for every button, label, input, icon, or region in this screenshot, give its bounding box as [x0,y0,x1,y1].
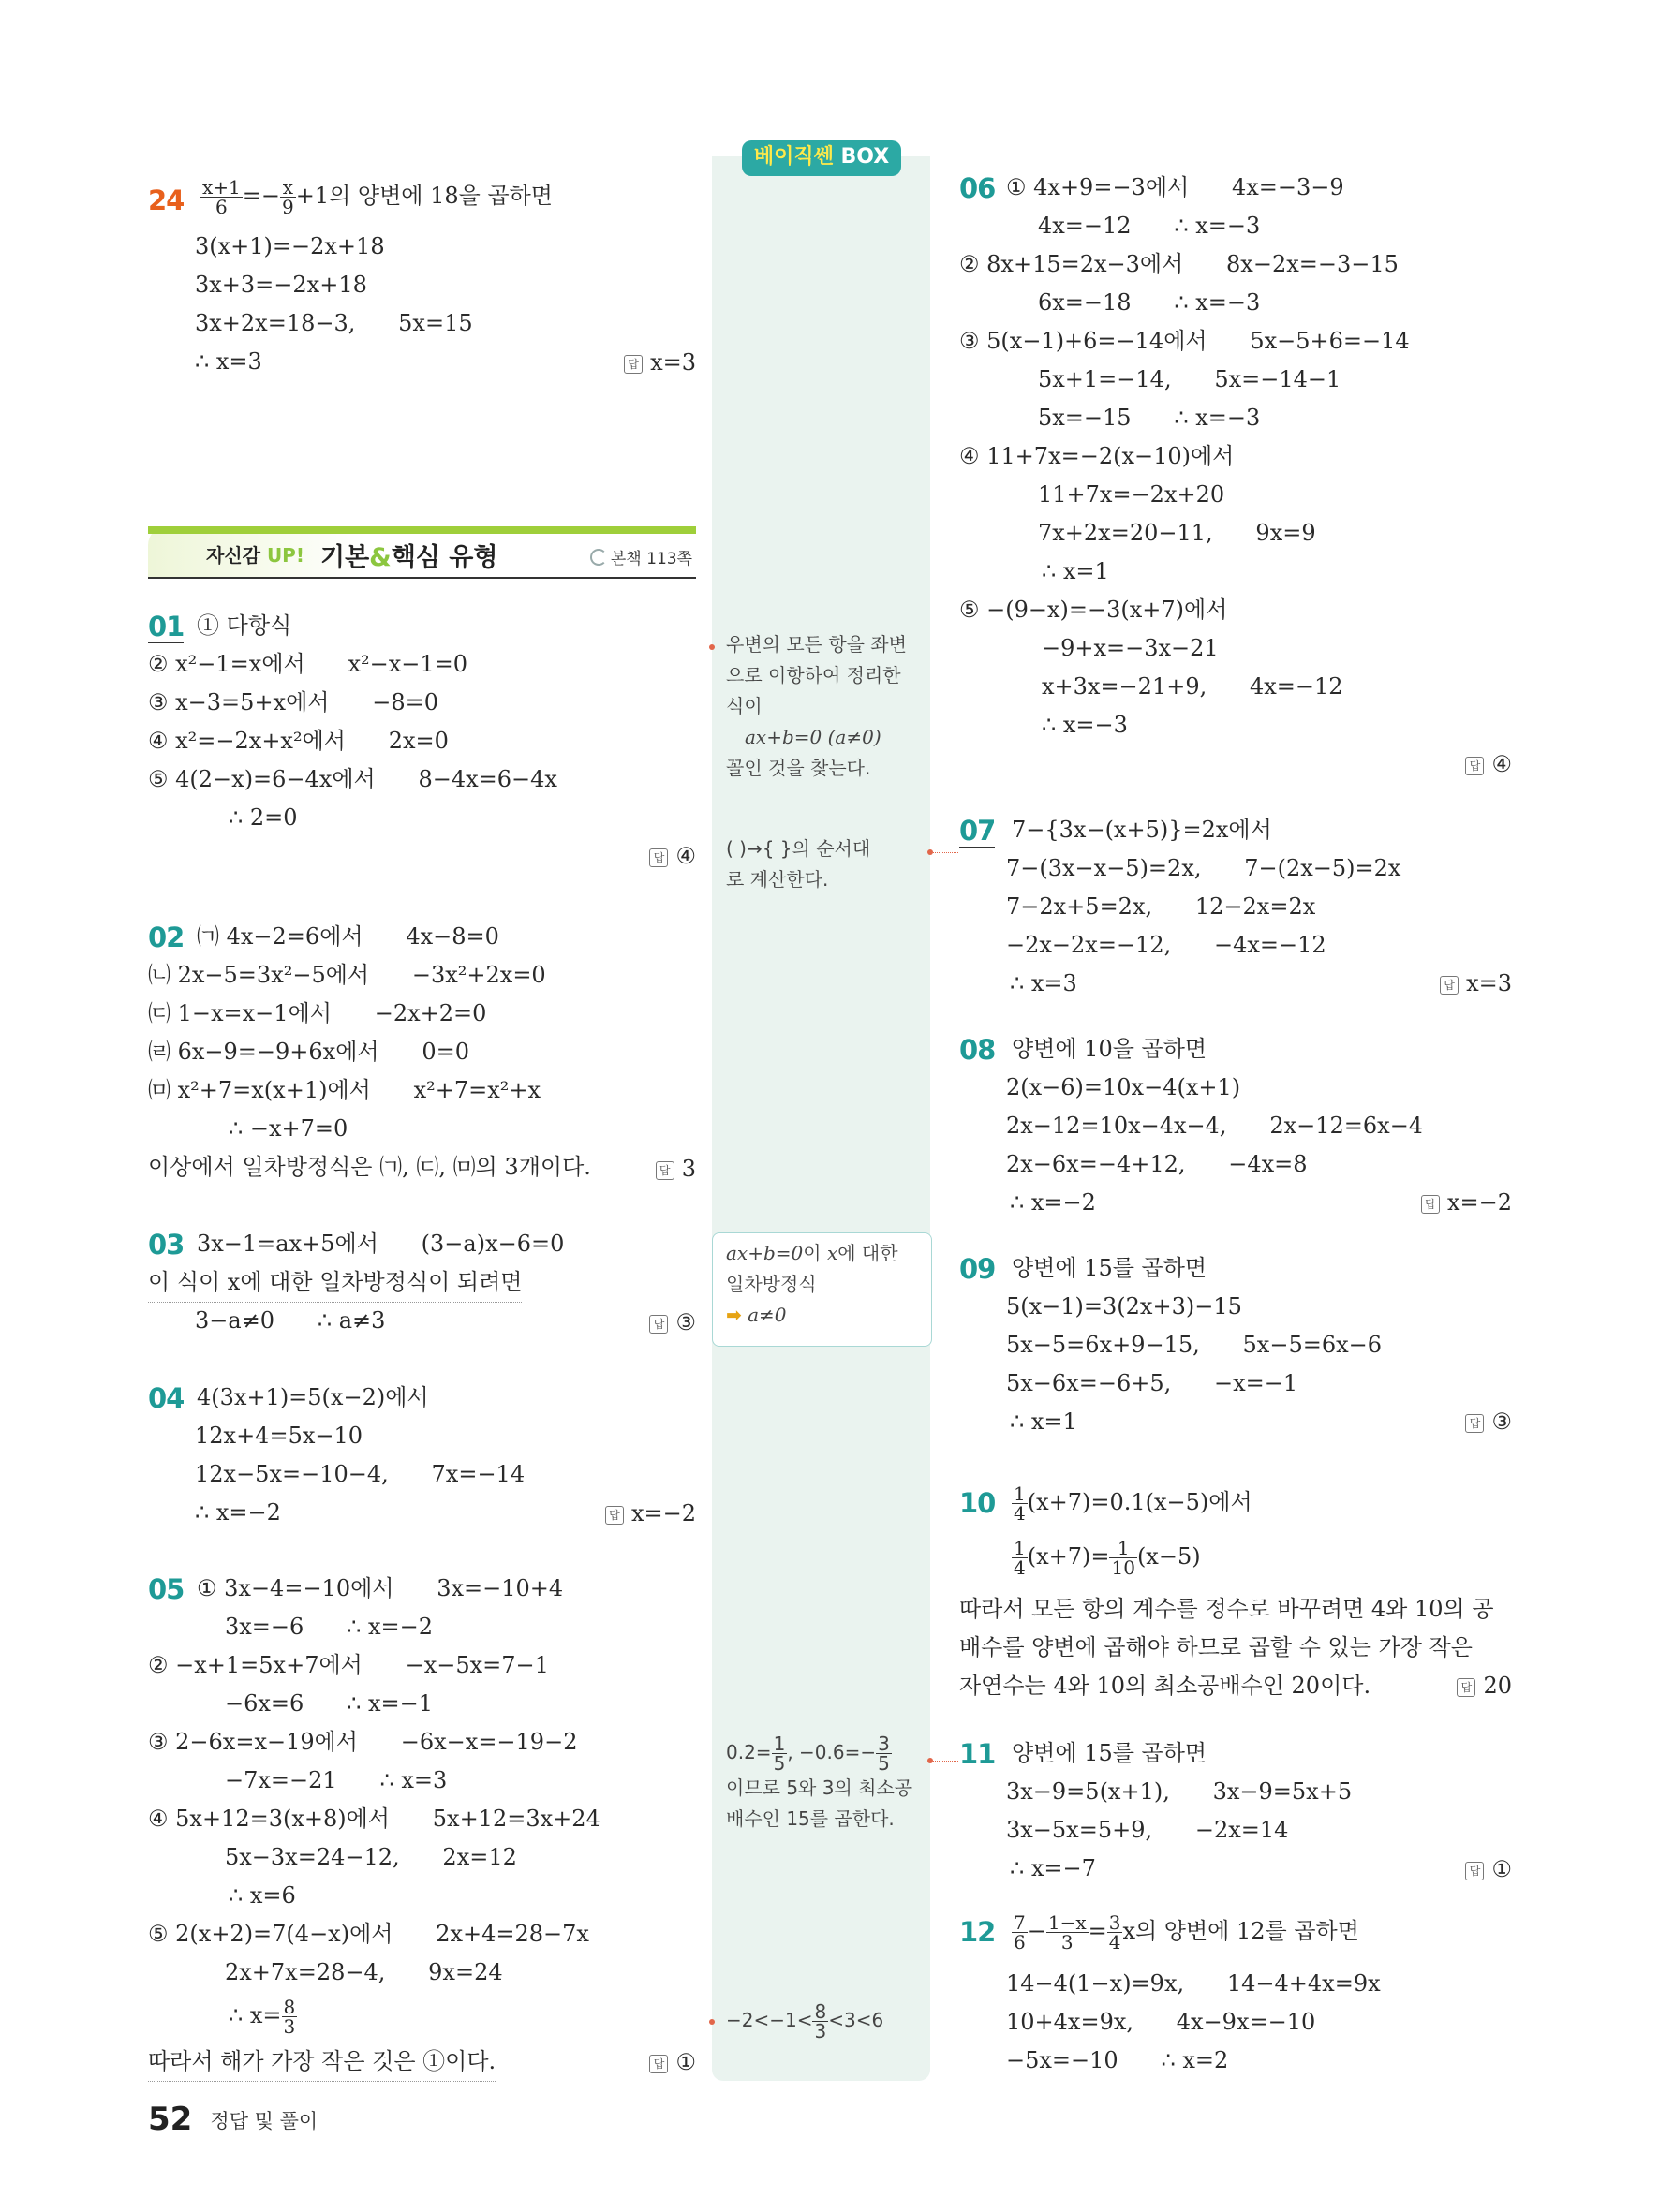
solution-line: 10+4x=9x, 4x−9x=−10 [1006,2009,1316,2035]
basic-box-tab: 베이직쎈 BOX [742,140,901,176]
solution-line: 7x+2x=20−11, 9x=9 [1038,520,1316,546]
solution-line: 6x=−18 ∴ x=−3 [1038,289,1261,316]
answer-mark-icon: 답 [1465,1862,1484,1880]
solution-line: 3(x+1)=−2x+18 [195,233,385,259]
basic-box-header [712,140,930,180]
section-reference: 본책 113쪽 [590,545,692,568]
solution-line: ④ x²=−2x+x²에서 2x=0 [148,728,449,754]
solution-line: ∴ x=3 [195,348,262,375]
solution-line: ∴ x=3 [1010,970,1077,996]
problem-number: 08 [959,1034,996,1066]
answer: 답 ① [649,2049,696,2075]
solution-line: 5x=−15 ∴ x=−3 [1038,405,1261,431]
solution-line: 14−4(1−x)=9x, 14−4+4x=9x [1006,1970,1381,1997]
solution-line: −9+x=−3x−21 [1042,635,1219,661]
solution-line: 4(3x+1)=5(x−2)에서 [197,1384,429,1410]
solution-line: ② x²−1=x에서 x²−x−1=0 [148,651,468,677]
solution-line: ③ 5(x−1)+6=−14에서 5x−5+6=−14 [959,328,1410,354]
solution-line: ③ x−3=5+x에서 −8=0 [148,689,438,715]
solution-line: 11+7x=−2x+20 [1038,481,1225,508]
solution-line: −5x=−10 ∴ x=2 [1006,2047,1229,2073]
solution-line: ∴ x=1 [1010,1408,1077,1435]
refresh-icon [590,549,607,566]
solution-line: −6x=6 ∴ x=−1 [225,1690,433,1717]
solution-line: ∴ x=1 [1042,558,1109,584]
answer: 답 3 [656,1156,696,1182]
solution-line: 2x−12=10x−4x−4, 2x−12=6x−4 [1006,1113,1424,1139]
solution-line: 3x−1=ax+5에서 (3−a)x−6=0 [197,1231,565,1257]
problem-number: 03 [148,1229,185,1261]
problem-number: 12 [959,1916,996,1948]
solution-line: 5x−6x=−6+5, −x=−1 [1006,1370,1298,1396]
solution-line: ∴ x=−2 [195,1499,281,1526]
solution-line: 12x+4=5x−10 [195,1423,363,1449]
solution-line: $\frac{x+1}{6}$ =− $\frac{x}{9}$ +1의 양변에 18을 곱하면 [202,176,553,218]
answer-mark-icon: 답 [1440,976,1459,995]
solution-line: 이 식이 x에 대한 일차방정식이 되려면 [148,1263,522,1303]
answer: 답 ④ [1465,751,1512,777]
answer: 답 ③ [649,1309,696,1335]
solution-line: ③ 2−6x=x−19에서 −6x−x=−19−2 [148,1729,578,1755]
solution-line: 4x=−12 ∴ x=−3 [1038,213,1261,239]
solution-line: 따라서 모든 항의 계수를 정수로 바꾸려면 4와 10의 공 [959,1596,1494,1622]
note-linear-equation-form: 우변의 모든 항을 좌변 으로 이항하여 정리한 식이 ax+b=0 (a≠0) 꼴인 것을 찾는다. [726,633,907,779]
answer: 답 x=3 [1440,970,1512,996]
solution-line: 3−a≠0 ∴ a≠3 [195,1307,386,1334]
answer-mark-icon: 답 [649,2055,668,2073]
solution-line: 2(x−6)=10x−4(x+1) [1006,1074,1241,1100]
solution-line: $\frac{1}{4}$ (x+7)= $\frac{1}{10}$ (x−5) [1014,1537,1201,1579]
solution-line: 자연수는 4와 10의 최소공배수인 20이다. [959,1673,1371,1699]
solution-line: 5x−3x=24−12, 2x=12 [225,1844,517,1870]
solution-line: ⑤ −(9−x)=−3(x+7)에서 [959,597,1228,623]
problem-number: 09 [959,1253,996,1285]
solution-line: ① 다항식 [197,612,292,639]
solution-line: ② −x+1=5x+7에서 −x−5x=7−1 [148,1652,549,1678]
problem-number: 04 [148,1382,185,1414]
solution-line: −7x=−21 ∴ x=3 [225,1767,448,1793]
answer: 답 x=−2 [605,1500,696,1526]
answer-mark-icon: 답 [605,1506,624,1525]
section-header [148,526,696,579]
page-number: 52 [148,2101,193,2138]
page-footer [148,2101,318,2138]
solution-line: ∴ x=−3 [1042,712,1128,738]
solution-line: ① 3x−4=−10에서 3x=−10+4 [197,1575,564,1601]
solution-line: −2x−2x=−12, −4x=−12 [1006,932,1326,958]
solution-line: 따라서 해가 가장 작은 것은 ①이다. [148,2042,496,2082]
solution-line: ∴ −x+7=0 [229,1115,348,1142]
solution-line: 3x=−6 ∴ x=−2 [225,1614,433,1640]
solution-line: 7−2x+5=2x, 12−2x=2x [1006,893,1316,920]
solution-line: 배수를 양변에 곱해야 하므로 곱할 수 있는 가장 작은 [959,1634,1473,1660]
solution-line: 5x−5=6x+9−15, 5x−5=6x−6 [1006,1332,1383,1358]
arrow-right-icon: ➡ [726,1304,742,1326]
solution-line: ∴ 2=0 [229,804,298,831]
solution-line: ㈁ 2x−5=3x²−5에서 −3x²+2x=0 [148,962,546,988]
solution-line: 5x+1=−14, 5x=−14−1 [1038,366,1341,392]
solution-line: 3x−9=5(x+1), 3x−9=5x+5 [1006,1778,1353,1805]
solution-line: ⑤ 2(x+2)=7(4−x)에서 2x+4=28−7x [148,1921,589,1947]
answer: 답 x=−2 [1421,1189,1512,1216]
solution-line: 양변에 10을 곱하면 [1012,1036,1207,1062]
answer-mark-icon: 답 [649,1315,668,1334]
solution-line: 3x−5x=5+9, −2x=14 [1006,1817,1289,1843]
solution-line: 3x+2x=18−3, 5x=15 [195,310,473,336]
solution-line: ㈄ x²+7=x(x+1)에서 x²+7=x²+x [148,1077,541,1103]
answer-mark-icon: 답 [1421,1195,1440,1214]
solution-line: ② 8x+15=2x−3에서 8x−2x=−3−15 [959,251,1399,277]
solution-line: 이상에서 일차방정식은 ㈀, ㈂, ㈄의 3개이다. [148,1154,591,1180]
problem-number: 07 [959,815,996,847]
solution-line: ㈀ 4x−2=6에서 4x−8=0 [197,923,499,950]
answer-mark-icon: 답 [624,355,643,374]
solution-line: 2x−6x=−4+12, −4x=8 [1006,1151,1308,1177]
answer-mark-icon: 답 [656,1161,674,1180]
answer: 답 ④ [649,843,696,869]
answer-mark-icon: 답 [649,848,668,867]
problem-number: 06 [959,172,996,204]
solution-line: 7−{3x−(x+5)}=2x에서 [1012,817,1272,843]
problem-number: 10 [959,1487,996,1519]
section-title-small: 자신감 UP! [206,544,304,567]
answer: 답 x=3 [624,349,696,376]
problem-number: 24 [148,184,185,216]
problem-number: 01 [148,611,185,642]
solution-line: 7−(3x−x−5)=2x, 7−(2x−5)=2x [1006,855,1401,881]
note-calculation-order: ( )→{ }의 순서대 로 계산한다. [726,837,871,891]
note-decimal-to-fraction: 0.2= $\frac{1}{5}$ , −0.6=− $\frac{3}{5}$ 이므로 5와 3의 최소공 배수인 15를 곱한다. [726,1733,913,1830]
solution-line: ① 4x+9=−3에서 4x=−3−9 [1006,174,1344,200]
answer: 답 ① [1465,1856,1512,1882]
note-linear-condition: ax+b=0이 x에 대한 일차방정식 ➡ a≠0 [726,1242,898,1326]
page-label: 정답 및 풀이 [210,2110,318,2132]
solution-line: 2x+7x=28−4, 9x=24 [225,1959,503,1985]
solution-line: $\frac{7}{6}$ − $\frac{1-x}{3}$ = $\frac{3}{4}$ x의 양변에 12를 곱하면 [1014,1911,1359,1954]
solution-line: ④ 11+7x=−2(x−10)에서 [959,443,1235,469]
answer-mark-icon: 답 [1465,757,1484,775]
solution-line: ∴ x=−7 [1010,1855,1096,1881]
section-title-main: 기본&핵심 유형 [320,543,498,572]
solution-line: ∴ x= $\frac{8}{3}$ [229,1996,296,2038]
solution-line: 양변에 15를 곱하면 [1012,1740,1207,1766]
solution-line: 12x−5x=−10−4, 7x=−14 [195,1461,526,1487]
problem-number: 02 [148,922,185,953]
solution-line: ⑤ 4(2−x)=6−4x에서 8−4x=6−4x [148,766,557,792]
problem-number: 05 [148,1573,185,1605]
answer: 답 20 [1457,1673,1512,1699]
answer-mark-icon: 답 [1457,1678,1475,1697]
solution-line: ∴ x=6 [229,1882,296,1909]
solution-line: ④ 5x+12=3(x+8)에서 5x+12=3x+24 [148,1806,600,1832]
note-solution-order: −2<−1< $\frac{8}{3}$ <3<6 [726,2000,884,2042]
answer-mark-icon: 답 [1465,1414,1484,1433]
solution-line: 3x+3=−2x+18 [195,272,367,298]
solution-line: ㈂ 1−x=x−1에서 −2x+2=0 [148,1000,487,1026]
solution-line: ∴ x=−2 [1010,1189,1096,1216]
solution-line: ㈃ 6x−9=−9+6x에서 0=0 [148,1039,470,1065]
solution-line: 양변에 15를 곱하면 [1012,1255,1207,1281]
solution-line: $\frac{1}{4}$ (x+7)=0.1(x−5)에서 [1014,1482,1252,1525]
solution-line: x+3x=−21+9, 4x=−12 [1042,673,1343,700]
problem-number: 11 [959,1738,996,1770]
solution-line: 5(x−1)=3(2x+3)−15 [1006,1293,1242,1320]
answer: 답 ③ [1465,1408,1512,1435]
